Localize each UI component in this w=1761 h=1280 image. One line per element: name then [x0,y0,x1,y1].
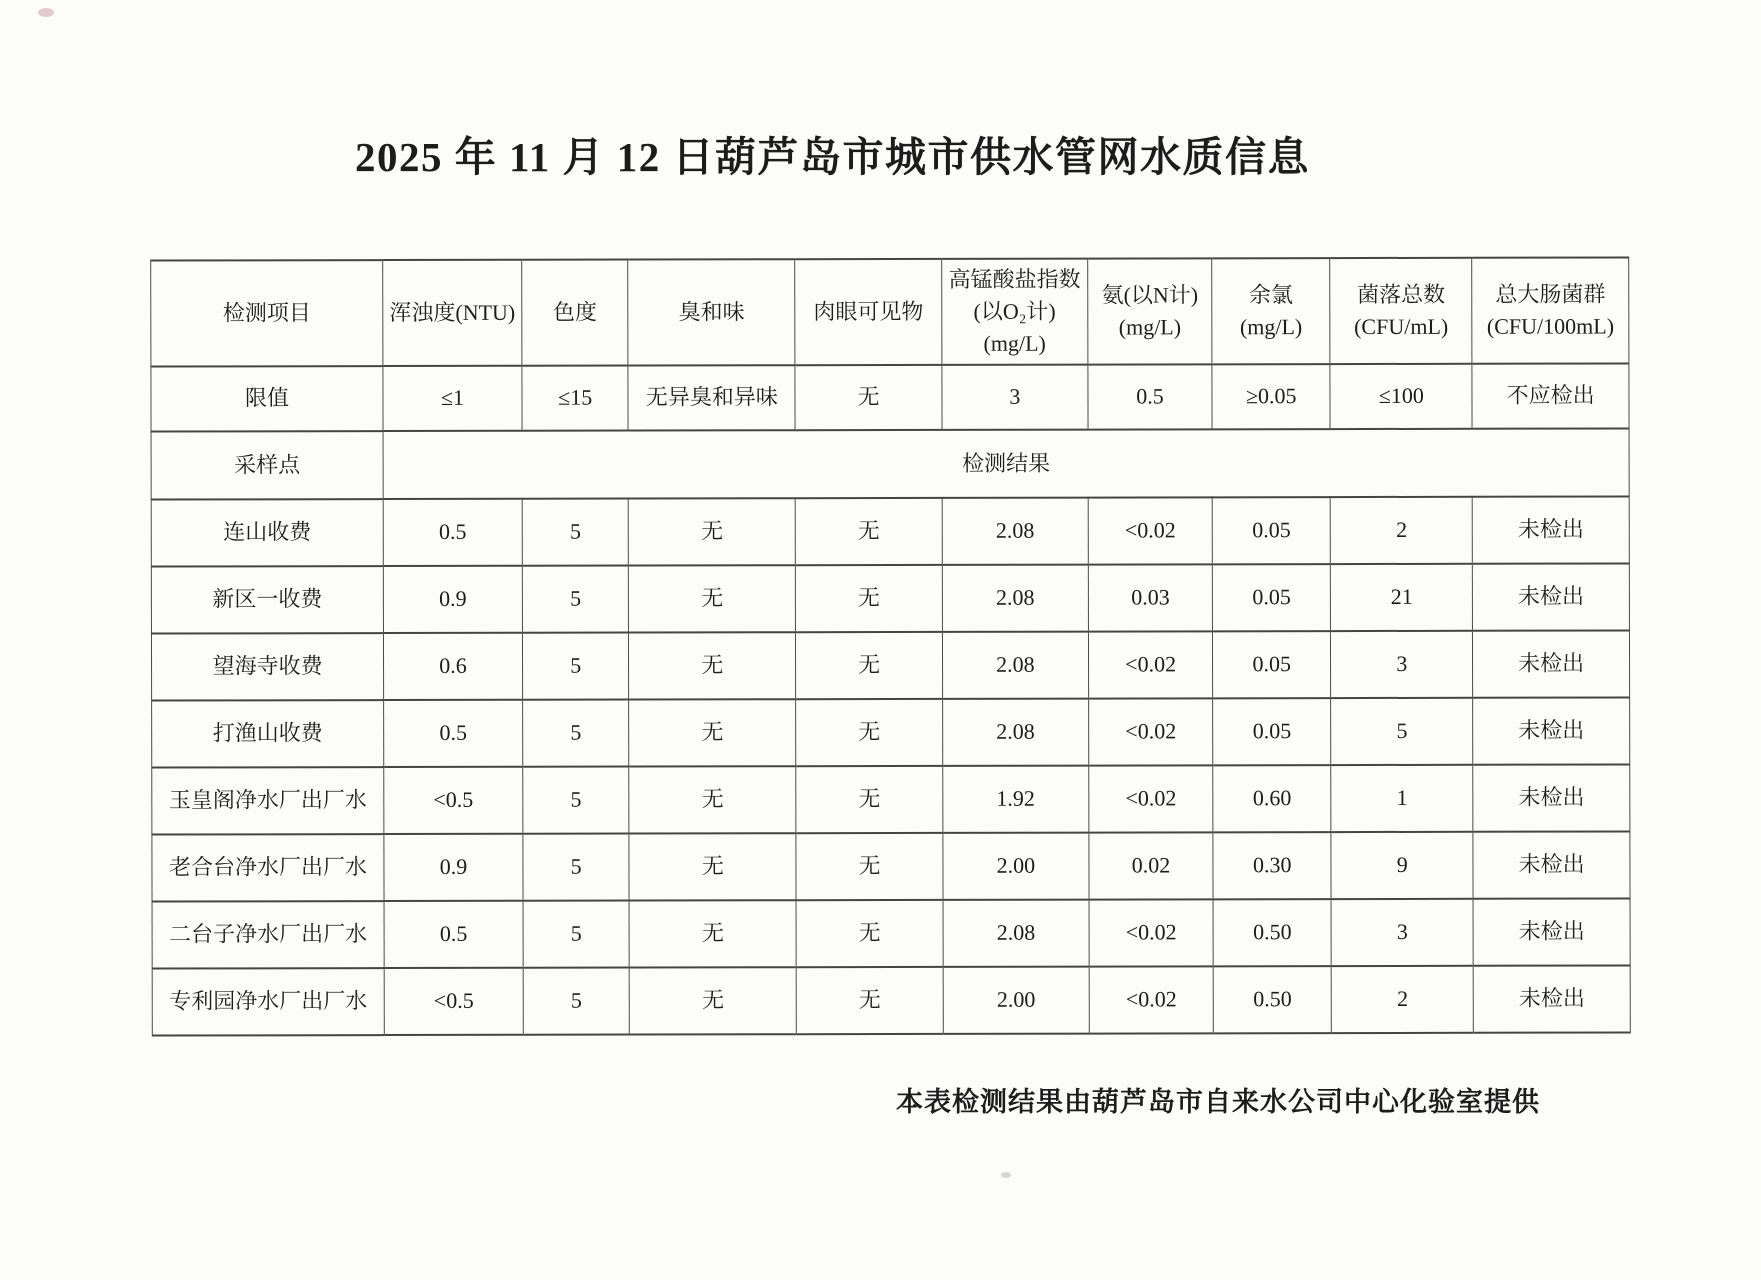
column-header-residual-chlorine: 余氯 (mg/L) [1212,258,1330,364]
value-cell: 5 [522,566,629,633]
value-cell: 3 [1331,899,1473,966]
value-cell: <0.02 [1088,497,1212,564]
value-cell: 未检出 [1473,630,1630,697]
value-cell: 9 [1331,832,1473,899]
value-cell: 3 [1331,631,1473,698]
value-cell: 0.50 [1213,899,1331,966]
value-cell: 无 [796,632,942,699]
value-cell: 21 [1331,564,1473,631]
value-cell: 2.08 [943,900,1089,967]
value-cell: 无 [796,833,942,900]
value-cell: 2.08 [942,498,1088,565]
value-cell: 0.03 [1088,564,1212,631]
value-cell: 5 [522,499,629,566]
value-cell: 未检出 [1473,764,1630,831]
table-row [151,563,1629,633]
value-cell: 无 [629,900,796,967]
value-cell: 5 [523,700,630,767]
value-cell: 2.08 [942,632,1088,699]
limit-value-cell: 3 [942,365,1088,430]
value-cell: 未检出 [1473,965,1630,1032]
value-cell: 未检出 [1473,697,1630,764]
value-cell: 0.30 [1213,832,1331,899]
value-cell: 未检出 [1472,496,1629,563]
column-header-item: 检测项目 [151,260,383,366]
column-header-colony-count: 菌落总数 (CFU/mL) [1330,258,1472,364]
site-cell: 打渔山收费 [152,700,384,767]
value-cell: 0.5 [384,901,523,968]
value-cell: <0.02 [1089,899,1213,966]
value-cell: 0.50 [1213,966,1331,1033]
limit-value-cell: 无异臭和异味 [628,365,795,430]
value-cell: 无 [629,833,796,900]
value-cell: <0.02 [1089,698,1213,765]
sample-point-label-cell: 采样点 [151,431,383,499]
value-cell: <0.5 [384,968,523,1035]
value-cell: 2.08 [942,565,1088,632]
limit-value-cell: ≥0.05 [1212,364,1330,429]
value-cell: 5 [523,901,630,968]
value-cell: 0.5 [384,700,523,767]
value-cell: 2 [1331,497,1473,564]
value-cell: 5 [523,834,630,901]
value-cell: 无 [796,498,942,565]
column-header-permanganate: 高锰酸盐指数 (以O₂计) (mg/L) [941,259,1088,365]
limit-value-cell: 不应检出 [1472,363,1629,428]
value-cell: 2.08 [942,699,1088,766]
value-cell: <0.02 [1088,631,1212,698]
value-cell: <0.02 [1089,765,1213,832]
value-cell: 无 [796,565,942,632]
value-cell: 5 [1331,698,1473,765]
limit-value-cell: ≤1 [383,366,522,431]
value-cell: 2.00 [943,833,1089,900]
column-header-visible-matter: 肉眼可见物 [795,259,942,365]
value-cell: 无 [796,900,942,967]
value-cell: 无 [796,766,942,833]
value-cell: 0.05 [1212,497,1330,564]
table-header-row [151,257,1629,366]
value-cell: 无 [629,699,796,766]
limit-row [151,363,1629,431]
scan-artifact-speck [38,8,54,17]
table-row [152,965,1630,1035]
value-cell: 无 [629,632,796,699]
table-row [152,697,1630,767]
value-cell: 0.02 [1089,832,1213,899]
column-header-turbidity: 浑浊度(NTU) [383,260,522,366]
water-quality-table [150,256,1631,1036]
limit-value-cell: 0.5 [1088,364,1212,429]
site-cell: 望海寺收费 [151,633,383,700]
limit-label-cell: 限值 [151,366,383,431]
site-cell: 玉皇阁净水厂出厂水 [152,767,384,834]
value-cell: 5 [523,767,630,834]
sample-point-row [151,428,1629,499]
site-cell: 二台子净水厂出厂水 [152,901,384,968]
column-header-ammonia: 氨(以N计) (mg/L) [1088,258,1212,364]
limit-value-cell: 无 [795,365,941,430]
value-cell: 0.6 [384,633,523,700]
table-row [151,496,1629,566]
limit-value-cell: ≤15 [522,366,629,431]
footer-note: 本表检测结果由葫芦岛市自来水公司中心化验室提供 [896,1087,1540,1117]
column-header-odor: 臭和味 [628,259,795,365]
value-cell: 0.05 [1213,631,1331,698]
value-cell: 1 [1331,765,1473,832]
site-cell: 专利园净水厂出厂水 [152,968,384,1035]
value-cell: 0.9 [383,566,522,633]
value-cell: 无 [630,967,797,1034]
table-row [152,898,1630,968]
value-cell: 未检出 [1473,831,1630,898]
table-row [152,764,1630,834]
value-cell: <0.5 [384,767,523,834]
value-cell: 无 [796,699,942,766]
value-cell: 0.9 [384,834,523,901]
value-cell: 0.5 [383,499,522,566]
value-cell: 5 [523,968,630,1035]
value-cell: 1.92 [942,766,1088,833]
document-title: 2025 年 11 月 12 日葫芦岛市城市供水管网水质信息 [355,134,1310,180]
value-cell: 无 [629,766,796,833]
column-header-color: 色度 [522,260,629,366]
table-row [152,831,1630,901]
value-cell: 5 [522,633,629,700]
results-span-cell: 检测结果 [383,428,1629,499]
site-cell: 新区一收费 [151,566,383,633]
site-cell: 连山收费 [151,499,383,566]
value-cell: 无 [629,498,796,565]
value-cell: 无 [629,565,796,632]
site-cell: 老合台净水厂出厂水 [152,834,384,901]
value-cell: 未检出 [1473,563,1630,630]
limit-value-cell: ≤100 [1330,364,1472,429]
column-header-coliform: 总大肠菌群 (CFU/100mL) [1472,257,1629,363]
value-cell: 0.60 [1213,765,1331,832]
value-cell: 0.05 [1213,698,1331,765]
value-cell: 2.00 [943,967,1089,1034]
value-cell: 0.05 [1212,564,1330,631]
value-cell: 2 [1332,966,1474,1033]
scan-artifact-speck [1001,1172,1011,1178]
table-row [151,630,1629,700]
value-cell: <0.02 [1089,966,1213,1033]
value-cell: 未检出 [1473,898,1630,965]
value-cell: 无 [797,967,943,1034]
